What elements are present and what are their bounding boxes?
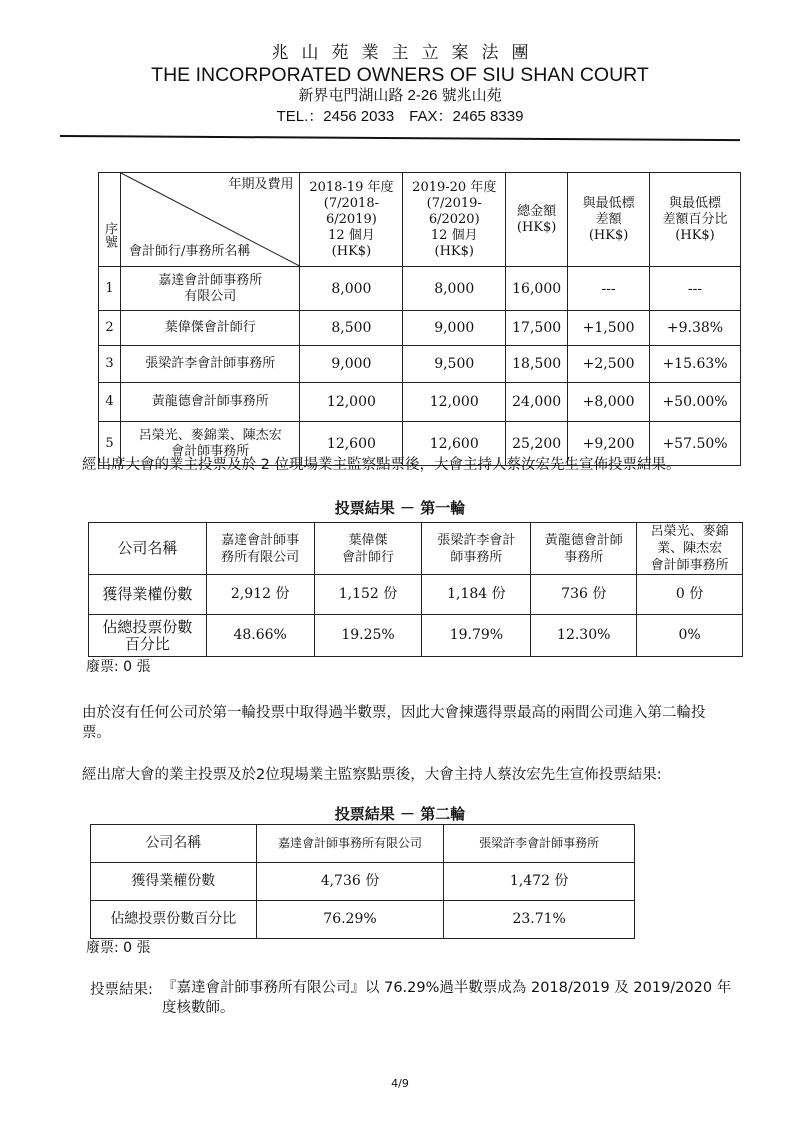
votes-cell: 1,152 份 — [314, 575, 422, 615]
announcement-paragraph-3: 經出席大會的業主投票及於2位現場業主監察點票後，大會主持人蔡汝宏先生宣佈投票結果: — [82, 767, 662, 783]
announcement-paragraph-2: 由於沒有任何公司於第一輪投票中取得過半數票，因此大會揀選得票最高的兩間公司進入第二輪投票。 — [82, 705, 706, 741]
vote1-votes-row — [89, 575, 743, 615]
header-line: 2019-20 年度 — [412, 179, 497, 195]
diff-pct-header — [650, 173, 741, 267]
votes-label: 獲得業權份數 — [91, 863, 257, 901]
pct-label-line: 百分比 — [124, 634, 170, 653]
period-fee-header: 年期及費用 — [228, 177, 294, 192]
vote-round-2-table — [90, 824, 635, 939]
company-header — [314, 523, 422, 575]
firm-name-header: 會計師行/事務所名稱 — [128, 244, 251, 259]
seq-cell: 4 — [99, 383, 121, 422]
header-divider — [60, 135, 740, 141]
company-line: 黃龍德會計師 — [544, 532, 623, 548]
total-cell: 16,000 — [506, 267, 568, 311]
vote-round-1-table — [88, 522, 743, 657]
total-cell: 18,500 — [506, 346, 568, 383]
pct-label: 佔總投票份數百分比 — [91, 901, 257, 939]
company-line: 師事務所 — [450, 549, 503, 565]
letterhead — [0, 42, 800, 127]
page-number: 4/9 — [391, 1077, 409, 1090]
diff-pct-cell: +9.38% — [650, 311, 741, 346]
company-name-label: 公司名稱 — [89, 523, 207, 575]
firm-name-line: 嘉達會計師事務所 — [158, 272, 263, 288]
header-line: (HK$) — [588, 227, 629, 243]
company-line: 會計師行 — [342, 549, 395, 565]
table-row — [99, 267, 741, 311]
year2-fee-cell: 8,000 — [403, 267, 506, 311]
result-label: 投票結果: — [90, 982, 153, 998]
firm-name-line: 黃龍德會計師事務所 — [151, 394, 269, 409]
vote1-header-row — [89, 523, 743, 575]
year1-fee-cell: 8,500 — [300, 311, 403, 346]
firm-name-line: 張梁許李會計師事務所 — [145, 356, 276, 371]
year2-fee-cell: 9,500 — [403, 346, 506, 383]
year2-fee-cell: 12,600 — [403, 422, 506, 466]
votes-cell: 1,184 份 — [422, 575, 531, 615]
company-name-label: 公司名稱 — [91, 825, 257, 863]
header-line: (7/2018-6/2019) — [323, 195, 379, 227]
vote2-caption: 投票結果 － 第二輪 — [334, 805, 466, 823]
pct-cell: 12.30% — [531, 615, 637, 657]
company-line: 呂榮光、麥錦 — [650, 524, 729, 539]
total-cell: 24,000 — [506, 383, 568, 422]
company-line: 務所有限公司 — [221, 549, 300, 565]
firm-name-line: 呂榮光、麥錦業、陳杰宏 — [138, 427, 282, 443]
header-line: (7/2019-6/2020) — [426, 195, 482, 227]
header-line: 與最低標 — [582, 195, 635, 211]
header-line: (HK$) — [675, 227, 715, 243]
header-line: 與最低標 — [669, 195, 722, 211]
firm-name-cell — [120, 383, 300, 422]
diff-cell: --- — [568, 267, 650, 311]
seq-cell: 1 — [99, 267, 121, 311]
pct-cell: 76.29% — [256, 901, 444, 939]
vote2-pct-row — [91, 901, 635, 939]
pct-cell: 23.71% — [444, 901, 635, 939]
header-line: 差額百分比 — [662, 211, 728, 227]
diff-pct-cell: --- — [650, 267, 741, 311]
header-line: (HK$) — [516, 219, 557, 235]
year2-header — [403, 173, 506, 267]
vote2-votes-row — [91, 863, 635, 901]
diff-pct-cell: +57.50% — [650, 422, 741, 466]
org-contact: TEL.：2456 2033 FAX：2465 8339 — [276, 108, 524, 125]
diagonal-header-cell — [120, 173, 300, 267]
header-line: 12 個月 — [430, 227, 478, 243]
firm-name-line: 葉偉傑會計師行 — [164, 320, 256, 335]
votes-cell: 736 份 — [531, 575, 637, 615]
votes-cell: 1,472 份 — [444, 863, 635, 901]
announcement-paragraph-1: 經出席大會的業主投票及於 2 位現場業主監察點票後，大會主持人蔡汝宏先生宣佈投票結果。 — [82, 457, 681, 473]
firm-name-cell — [120, 267, 300, 311]
seq-cell: 5 — [99, 422, 121, 466]
diff-cell: +9,200 — [568, 422, 650, 466]
table-row — [99, 383, 741, 422]
firm-name-cell — [120, 346, 300, 383]
result-text: 『嘉達會計師事務所有限公司』以 76.29%過半數票成為 2018/2019 及 2019/2020 年度核數師。 — [162, 980, 732, 1016]
vote2-header-row — [91, 825, 635, 863]
seq-cell: 3 — [99, 346, 121, 383]
header-line: 總金額 — [517, 203, 557, 219]
fee-header-row — [99, 173, 741, 267]
total-cell: 25,200 — [506, 422, 568, 466]
diff-cell: +2,500 — [568, 346, 650, 383]
company-line: 葉偉傑 — [348, 532, 388, 548]
total-cell: 17,500 — [506, 311, 568, 346]
year2-fee-cell: 12,000 — [403, 383, 506, 422]
company-header: 嘉達會計師事務所有限公司 — [256, 825, 444, 863]
votes-cell: 0 份 — [637, 575, 743, 615]
vote1-void-ballots: 廢票: 0 張 — [86, 659, 151, 675]
company-line: 張梁許李會計 — [437, 532, 516, 548]
header-line: 2018-19 年度 — [309, 179, 394, 195]
seq-cell: 2 — [99, 311, 121, 346]
table-row — [99, 346, 741, 383]
pct-label — [89, 615, 207, 657]
pct-cell: 0% — [637, 615, 743, 657]
fee-comparison-table — [98, 172, 741, 466]
org-name-english: THE INCORPORATED OWNERS OF SIU SHAN COURT — [151, 64, 649, 86]
diff-header — [568, 173, 650, 267]
year1-header — [300, 173, 403, 267]
header-line: (HK$) — [331, 243, 372, 259]
company-line: 業、陳杰宏 — [657, 541, 723, 556]
company-header — [531, 523, 637, 575]
votes-cell: 2,912 份 — [206, 575, 314, 615]
pct-cell: 48.66% — [206, 615, 314, 657]
company-line: 會計師事務所 — [650, 558, 729, 573]
header-line: 差額 — [595, 211, 622, 227]
diff-cell: +1,500 — [568, 311, 650, 346]
company-header — [206, 523, 314, 575]
diff-pct-cell: +50.00% — [650, 383, 741, 422]
year1-fee-cell: 12,000 — [300, 383, 403, 422]
pct-cell: 19.25% — [314, 615, 422, 657]
firm-name-cell — [120, 311, 300, 346]
year1-fee-cell: 8,000 — [300, 267, 403, 311]
header-line: (HK$) — [434, 243, 474, 259]
seq-header: 序號 — [99, 173, 121, 267]
firm-name-line: 會計師事務所 — [171, 443, 250, 459]
vote2-void-ballots: 廢票: 0 張 — [86, 940, 151, 956]
org-address: 新界屯門湖山路 2-26 號兆山苑 — [298, 87, 502, 104]
company-line: 事務所 — [564, 549, 604, 565]
votes-cell: 4,736 份 — [256, 863, 444, 901]
diff-cell: +8,000 — [568, 383, 650, 422]
year1-fee-cell: 12,600 — [300, 422, 403, 466]
pct-cell: 19.79% — [422, 615, 531, 657]
year1-fee-cell: 9,000 — [300, 346, 403, 383]
votes-label: 獲得業權份數 — [89, 575, 207, 615]
company-line: 嘉達會計師事 — [221, 532, 300, 548]
total-header — [506, 173, 568, 267]
header-line: 12 個月 — [328, 227, 375, 243]
firm-name-line: 有限公司 — [184, 288, 237, 304]
vote1-pct-row — [89, 615, 743, 657]
org-name-chinese: 兆山苑業主立案法團 — [271, 43, 542, 63]
pct-label-line: 佔總投票份數 — [102, 617, 193, 636]
company-header — [637, 523, 743, 575]
table-row — [99, 311, 741, 346]
company-header: 張梁許李會計師事務所 — [444, 825, 635, 863]
year2-fee-cell: 9,000 — [403, 311, 506, 346]
diff-pct-cell: +15.63% — [650, 346, 741, 383]
vote1-caption: 投票結果 － 第一輪 — [334, 499, 466, 517]
company-header — [422, 523, 531, 575]
